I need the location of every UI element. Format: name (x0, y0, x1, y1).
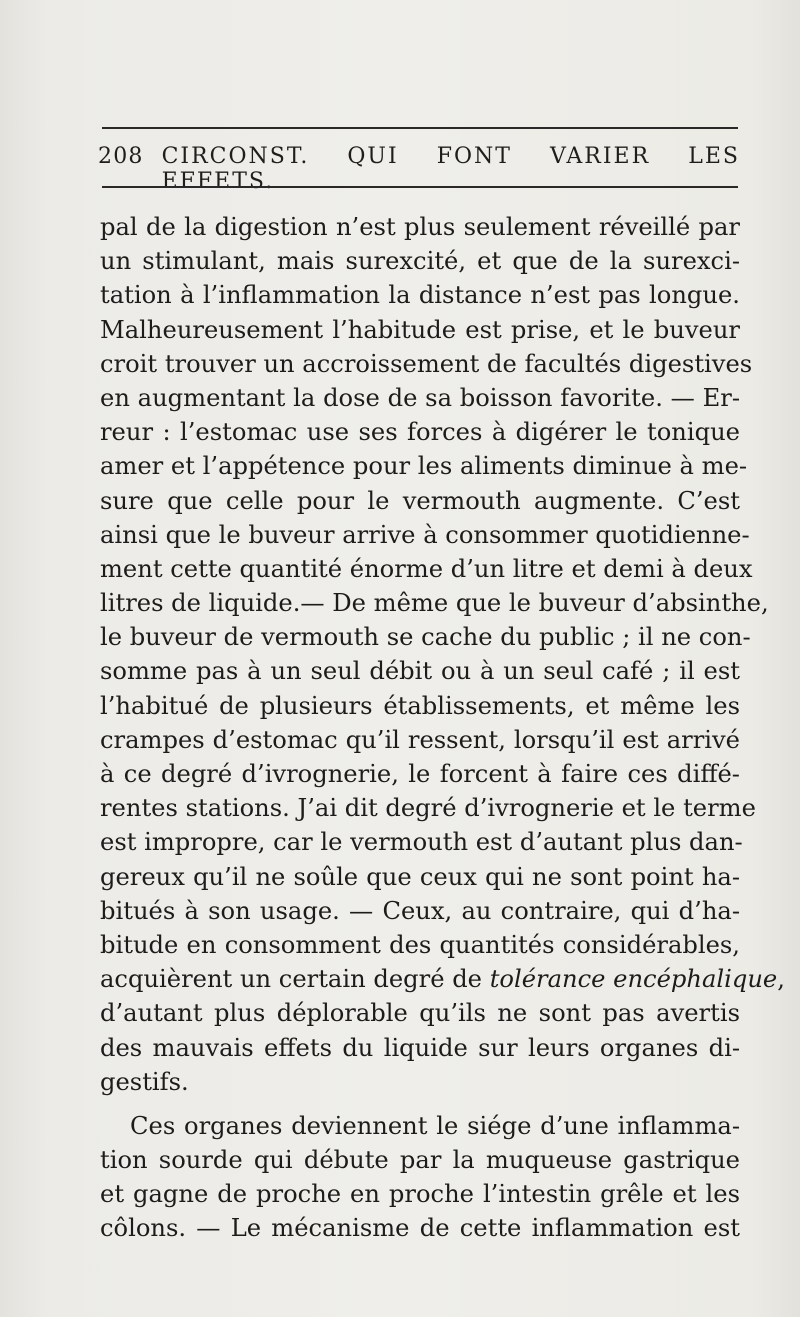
text-line: croit trouver un accroissement de facultés digestives (100, 349, 753, 378)
text-line: pal de la digestion n’est plus seulement réveillé par (100, 213, 740, 241)
text-line: en augmentant la dose de sa boisson favorite. — Er- (100, 383, 740, 412)
text-segment: , (777, 965, 785, 994)
paragraph-2 (100, 1109, 740, 1246)
text-line: bitués à son usage. — Ceux, au contraire, qui d’ha- (100, 896, 740, 925)
text-line: le buveur de vermouth se cache du public ; il ne con- (100, 623, 751, 652)
body-text (100, 210, 785, 1246)
text-line: gereux qu’il ne soûle que ceux qui ne sont point ha- (100, 862, 740, 891)
text-line: est impropre, car le vermouth est d’autant plus dan- (100, 828, 743, 857)
text-line: Malheureusement l’habitude est prise, et le buveur (100, 315, 740, 344)
text-line: Ces organes deviennent le siége d’une inflamma- (130, 1111, 740, 1140)
paragraph-1 (100, 210, 785, 1099)
text-line: tation à l’inflammation la distance n’est pas longue. (100, 281, 740, 310)
text-line: côlons. — Le mécanisme de cette inflammation est (100, 1214, 740, 1243)
text-line: amer et l’appétence pour les aliments diminue à me- (100, 452, 748, 481)
text-line: ainsi que le buveur arrive à consommer quotidienne- (100, 520, 750, 549)
text-line: ment cette quantité énorme d’un litre et demi à deux (100, 554, 753, 583)
text-line: sure que celle pour le vermouth augmente. C’est (100, 486, 740, 515)
text-segment: acquièrent un certain degré de (100, 965, 490, 994)
text-line: tion sourde qui débute par la muqueuse gastrique (100, 1146, 740, 1175)
text-line-italic-phrase (100, 962, 785, 996)
text-line: d’autant plus déplorable qu’ils ne sont pas avertis (100, 999, 740, 1028)
text-line: gestifs. (100, 1067, 189, 1096)
text-line: des mauvais effets du liquide sur leurs organes di- (100, 1033, 740, 1062)
header-rule-top (102, 127, 738, 129)
running-head (98, 144, 740, 194)
text-line: somme pas à un seul débit ou à un seul café ; il est (100, 657, 740, 686)
text-line: à ce degré d’ivrognerie, le forcent à faire ces diffé- (100, 760, 740, 788)
header-rule-bottom (102, 186, 738, 188)
text-line: et gagne de proche en proche l’intestin grêle et les (100, 1180, 740, 1209)
text-line: l’habitué de plusieurs établissements, et même les (100, 691, 740, 720)
running-head-title: CIRCONST. QUI FONT VARIER LES EFFETS. (161, 144, 740, 194)
text-line: rentes stations. J’ai dit degré d’ivrognerie et le terme (100, 794, 756, 823)
text-line: bitude en consomment des quantités considérables, (100, 930, 740, 959)
page-number: 208 (98, 144, 144, 169)
text-line: reur : l’estomac use ses forces à digérer le tonique (100, 418, 740, 447)
paragraph-gap (100, 1099, 740, 1109)
text-line: un stimulant, mais surexcité, et que de la surexci- (100, 247, 740, 276)
italic-phrase: tolérance encéphalique (489, 965, 778, 994)
text-line: litres de liquide.— De même que le buveur d’absinthe, (100, 589, 769, 618)
text-line: crampes d’estomac qu’il ressent, lorsqu’il est arrivé (100, 725, 740, 754)
